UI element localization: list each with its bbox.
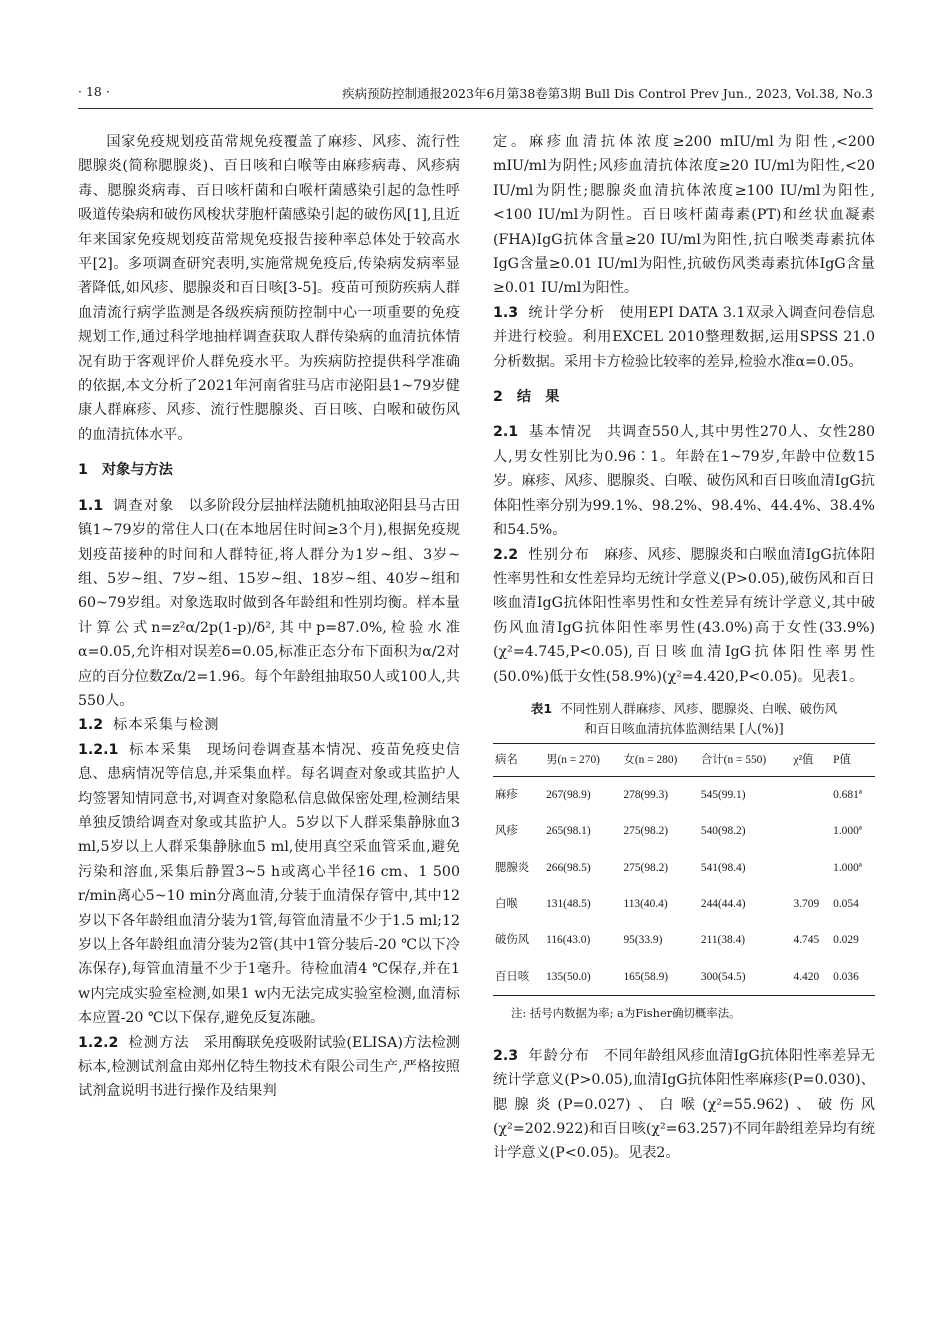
col-total: 合计(n = 550) bbox=[699, 743, 792, 776]
page-header bbox=[78, 84, 873, 106]
header-rule bbox=[78, 108, 873, 109]
table-row: 腮腺炎 266(98.5) 275(98.2) 541(98.4) 1.000ª bbox=[495, 861, 862, 874]
journal-running-head: 疾病预防控制通报2023年6月第38卷第3期 Bull Dis Control Prev Jun., 2023, Vol.38, No.3 bbox=[342, 86, 873, 101]
intro-paragraph: 国家免疫规划疫苗常规免疫覆盖了麻疹、风疹、流行性腮腺炎(简称腮腺炎)、百日咳和白喉等由麻疹病毒、风疹病毒、腮腺炎病毒、百日咳杆菌和白喉杆菌感染引起的急性呼吸道传染病和破伤风梭状芽胞杆菌感染引起的破伤风[1],且近年来国家免疫规划疫苗常规免疫报告接种率总体处于较高水平[2]。多项调查研究表明,实施常规免疫后,传染病发病率显著降低,如风疹、腮腺炎和百日咳[3-5]。疫苗可预防疾病人群血清流行病学监测是各级疾病预防控制中心一项重要的免疫规划工作,通过科学地抽样调查获取人群传染病的血清抗体情况有助于客观评价人群免疫水平。为疾病防控提供科学准确的依据,本文分析了2021年河南省驻马店市泌阳县1~79岁健康人群麻疹、风疹、流行性腮腺炎、百日咳、白喉和破伤风的血清抗体水平。 bbox=[78, 134, 460, 443]
subsection-1-2-1: 1.2.1 标本采集 现场问卷调查基本情况、疫苗免疫史信息、患病情况等信息,并采集血样。每名调查对象或其监护人均签署知情同意书,对调查对象隐私信息做保密处理,检测结果单独反馈给调查对象或其监护人。5岁以下人群采集静脉血3 ml,5岁以上人群采集静脉血5 ml,使用真空采血管采血,避免污染和溶血,采集后静置3~5 h或离心半径16 cm、1 500 r/min离心5~10 min分离血清,分装于血清保存管中,其中12岁以下各年龄组血清分装为1管,每管血清量不少于1.5 ml;12岁以上各年龄组血清分装为2管(其中1管分装后-20 ℃以下冷冻保存),每管血清量不少于1毫升。待检血清4 ℃保存,并在1 w内完成实验室检测,如果1 w内无法完成实验室检测,血清标本应置-20 ℃以下保存,避免反复冻融。 bbox=[78, 741, 460, 1027]
table-header-row bbox=[493, 743, 875, 776]
method-continuation: 定。麻疹血清抗体浓度≥200 mIU/ml为阳性,<200 mIU/ml为阴性;风疹血清抗体浓度≥20 IU/ml为阳性,<20 IU/ml为阴性;腮腺炎血清抗体浓度≥100 IU/ml为阳性,<100 IU/ml为阴性。百日咳杆菌毒素(PT)和丝状血凝素(FHA)IgG抗体含量≥20 IU/ml为阳性,抗白喉类毒素抗体IgG含量≥0.01 IU/ml为阳性,抗破伤风类毒素抗体IgG含量≥0.01 IU/ml为阳性。 bbox=[493, 134, 875, 297]
col-female: 女(n = 280) bbox=[621, 743, 698, 776]
table-1 bbox=[493, 743, 875, 996]
subsection-2-3: 2.3 年龄分布 不同年龄组风疹血清IgG抗体阳性率差异无统计学意义(P>0.05),血清IgG抗体阳性率麻疹(P=0.030)、腮腺炎(P=0.027)、白喉(χ²=55.962)、破伤风(χ²=202.922)和百日咳(χ²=63.257)不同年龄组差异均有统计学意义(P<0.05)。见表2。 bbox=[493, 1047, 875, 1162]
subsection-2-1: 2.1 基本情况 共调查550人,其中男性270人、女性280人,男女性别比为0.96∶1。年龄在1~79岁,年龄中位数15岁。麻疹、风疹、腮腺炎、白喉、破伤风和百日咳血清IgG抗体阳性率分别为99.1%、98.2%、98.4%、44.4%、38.4%和54.5%。 bbox=[493, 424, 875, 539]
table-row: 百日咳 135(50.0) 165(58.9) 300(54.5) 4.420 0.036 bbox=[493, 959, 875, 996]
table-row: 破伤风 116(43.0) 95(33.9) 211(38.4) 4.745 0.029 bbox=[495, 934, 859, 947]
table-row: 麻疹 267(98.9) 278(99.3) 545(99.1) 0.681ª bbox=[495, 788, 862, 801]
section-2-heading: 2 结 果 bbox=[493, 389, 560, 406]
col-disease: 病名 bbox=[493, 743, 544, 776]
subsection-1-3: 1.3 统计学分析 使用EPI DATA 3.1双录入调查问卷信息并进行校验。利用EXCEL 2010整理数据,运用SPSS 21.0分析数据。采用卡方检验比较率的差异,检验水准α=0.05。 bbox=[493, 304, 875, 370]
table-1-note: 注: 括号内数据为率; a为Fisher确切概率法。 bbox=[511, 1006, 741, 1021]
table-row: 白喉 131(48.5) 113(40.4) 244(44.4) 3.709 0.054 bbox=[495, 898, 859, 911]
subsection-1-2: 1.2 标本采集与检测 bbox=[78, 717, 220, 734]
col-male: 男(n = 270) bbox=[544, 743, 621, 776]
subsection-2-2: 2.2 性别分布 麻疹、风疹、腮腺炎和白喉血清IgG抗体阳性率男性和女性差异均无统计学意义(P>0.05),破伤风和百日咳血清IgG抗体阳性率男性和女性差异有统计学意义,其中破伤风血清IgG抗体阳性率男性(43.0%)高于女性(33.9%)(χ²=4.745,P<0.05),百日咳血清IgG抗体阳性率男性(50.0%)低于女性(58.9%)(χ²=4.420,P<0.05)。见表1。 bbox=[493, 546, 875, 685]
left-column bbox=[78, 130, 460, 1104]
section-1-heading: 1 对象与方法 bbox=[78, 462, 173, 479]
table-row: 风疹 265(98.1) 275(98.2) 540(98.2) 1.000ª bbox=[495, 825, 862, 838]
col-p: P值 bbox=[831, 743, 875, 776]
col-chi2: χ²值 bbox=[792, 743, 832, 776]
page-number: · 18 · bbox=[78, 84, 110, 99]
subsection-1-1: 1.1 调查对象 以多阶段分层抽样法随机抽取泌阳县马古田镇1~79岁的常住人口(在本地居住时间≥3个月),根据免疫规划疫苗接种的时间和人群特征,将人群分为1岁~组、3岁~组、5岁~组、7岁~组、15岁~组、18岁~组、40岁~组和60~79岁组。对象选取时做到各年龄组和性别均衡。样本量计算公式n=z²α/2p(1-p)/δ²,其中p=87.0%,检验水准α=0.05,允许相对误差δ=0.05,标准正态分布下面积为α/2对应的百分位数Zα/2=1.96。每个年龄组抽取50人或100人,共550人。 bbox=[78, 497, 460, 709]
right-column bbox=[493, 130, 875, 1166]
table-1-caption: 表1 不同性别人群麻疹、风疹、腮腺炎、白喉、破伤风 和百日咳血清抗体监测结果 [人(%)] bbox=[530, 700, 838, 736]
subsection-1-2-2: 1.2.2 检测方法 采用酶联免疫吸附试验(ELISA)方法检测标本,检测试剂盒由郑州亿特生物技术有限公司生产,严格按照试剂盒说明书进行操作及结果判 bbox=[78, 1034, 460, 1100]
